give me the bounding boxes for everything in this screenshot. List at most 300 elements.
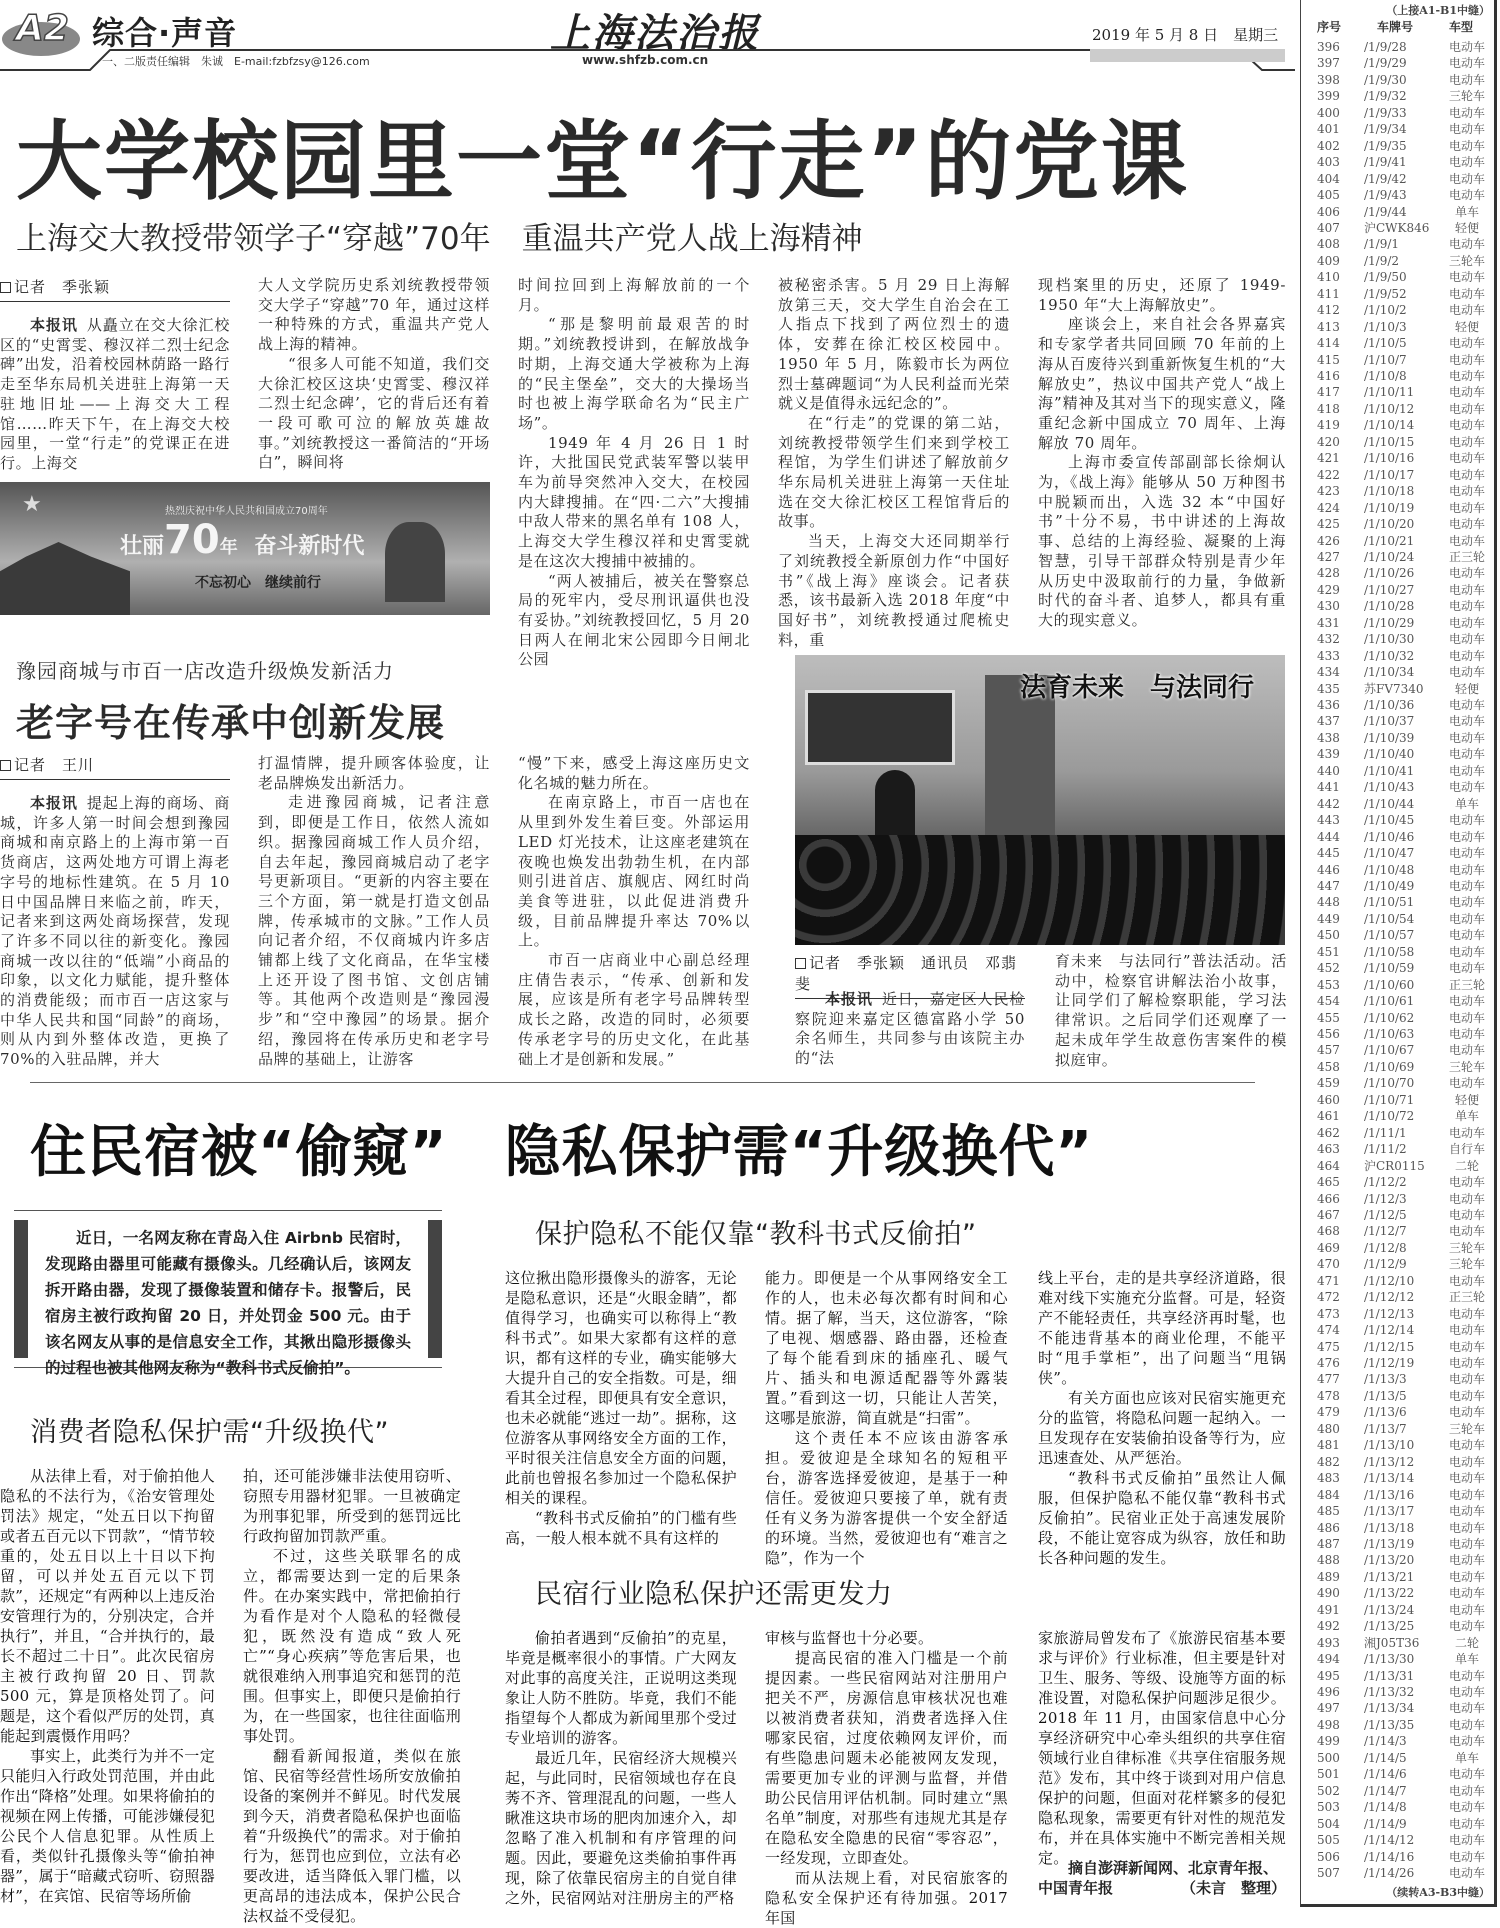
vehicle-row [1301, 434, 1491, 450]
vehicle-type: 单车 [1454, 796, 1479, 811]
serial-number: 505 [1317, 1833, 1340, 1848]
serial-number: 415 [1317, 352, 1340, 367]
paragraph: 线上平台，走的是共享经济道路，很难对线下实施充分监督。可是，轻资产不能轻责任，共享经济再时髦，也不能违背基本的商业伦理，不能平时“甩手掌柜”，出了问题当“甩锅侠”。 [1038, 1269, 1286, 1387]
plate-number: /1/10/18 [1364, 484, 1415, 499]
paragraph: 被秘密杀害。5 月 29 日上海解放第三天，交大学生自治会在工人指点下找到了两位烈士的遗体，安葬在徐汇校区校园中。1950 年 5 月，陈毅市长为两位烈士墓碑题词“为人民利益而光荣就义是值得永远纪念的”。 [778, 276, 1010, 413]
vehicle-type: 电动车 [1448, 1125, 1485, 1140]
vehicle-row [1301, 417, 1491, 433]
serial-number: 412 [1317, 303, 1340, 318]
plate-number: /1/12/19 [1364, 1356, 1415, 1370]
serial-number: 404 [1317, 171, 1340, 186]
vehicle-row [1301, 1750, 1491, 1766]
plate-number: /1/10/30 [1364, 632, 1415, 647]
vehicle-row [1301, 993, 1491, 1009]
section-divider [30, 1082, 1255, 1083]
vehicle-type: 电动车 [1448, 500, 1485, 515]
vehicle-type: 电动车 [1448, 451, 1485, 466]
serial-number: 439 [1317, 747, 1340, 762]
serial-number: 495 [1317, 1668, 1340, 1683]
serial-number: 403 [1317, 155, 1340, 170]
vehicle-type: 电动车 [1448, 138, 1485, 153]
vehicle-row [1301, 88, 1491, 104]
vehicle-row [1301, 1766, 1491, 1782]
plate-number: /1/10/19 [1364, 500, 1415, 515]
plate-number: /1/11/1 [1364, 1125, 1407, 1140]
plate-number: /1/13/20 [1364, 1553, 1415, 1568]
serial-number: 499 [1317, 1734, 1340, 1749]
plate-number: /1/10/43 [1364, 780, 1415, 795]
serial-number: 437 [1317, 714, 1340, 729]
serial-number: 436 [1317, 698, 1340, 712]
vehicle-type: 电动车 [1448, 1273, 1485, 1288]
vehicle-type: 电动车 [1448, 1043, 1485, 1058]
serial-number: 411 [1317, 286, 1340, 301]
vehicle-row [1301, 1470, 1491, 1486]
serial-number: 459 [1317, 1076, 1340, 1091]
serial-number: 420 [1317, 434, 1340, 449]
headline-2: 老字号在传承中创新发展 [16, 701, 446, 745]
plate-number: /1/11/2 [1364, 1142, 1407, 1157]
vehicle-row [1301, 1174, 1491, 1190]
paragraph: 这个责任本不应该由游客承担。爱彼迎是全球知名的短租平台，游客选择爱彼迎，是基于一种信任。爱彼迎只要接了单，就有责任有义务为游客提供一个安全舒适的环境。当然，爱彼迎也有“难言之隐”，作为一个 [765, 1429, 1008, 1567]
vehicle-type: 电动车 [1448, 352, 1485, 367]
serial-number: 452 [1317, 961, 1340, 976]
article-column [1038, 1268, 1286, 1568]
vehicle-row [1301, 862, 1491, 878]
plate-number: /1/10/14 [1364, 418, 1415, 433]
vehicle-row [1301, 1240, 1491, 1256]
plate-number: /1/14/26 [1364, 1865, 1415, 1880]
vehicle-type: 电动车 [1448, 780, 1485, 795]
plate-number: /1/13/30 [1364, 1652, 1415, 1667]
section-title: 消费者隐私保护需“升级换代” [30, 1417, 389, 1448]
tiananmen-image [0, 542, 130, 615]
serial-number: 432 [1317, 632, 1340, 647]
paragraph: 1949 年 4 月 26 日 1 时许，大批国民党武装军警以装甲车为前导突然冲入交大，在校园内大肆搜捕。在“四·二六”大搜捕中敌人带来的黑名单有 108 人，上海交大学生穆汉祥和史霄雯就是在这次大搜捕中被捕的。 [518, 433, 750, 570]
plate-number: /1/10/40 [1364, 747, 1415, 762]
vehicle-row [1301, 845, 1491, 861]
vehicle-type: 电动车 [1448, 862, 1485, 877]
vehicle-row [1301, 1536, 1491, 1552]
byline-box-icon [0, 760, 11, 771]
vehicle-row [1301, 401, 1491, 417]
plate-number: /1/10/70 [1364, 1076, 1415, 1091]
article-column [0, 794, 230, 1070]
plate-number: /1/10/8 [1364, 369, 1407, 383]
serial-number: 441 [1317, 780, 1340, 795]
serial-number: 445 [1317, 846, 1340, 861]
serial-number: 464 [1317, 1158, 1340, 1173]
vehicle-type: 三轮车 [1448, 1059, 1485, 1074]
serial-number: 497 [1317, 1701, 1340, 1716]
vehicle-type: 电动车 [1448, 270, 1485, 285]
vehicle-row [1301, 72, 1491, 88]
plate-number: /1/10/45 [1364, 813, 1415, 828]
vehicle-row [1301, 582, 1491, 598]
serial-number: 410 [1317, 270, 1340, 285]
vehicle-row [1301, 1075, 1491, 1091]
plate-number: /1/10/51 [1364, 895, 1415, 910]
serial-number: 484 [1317, 1487, 1340, 1502]
vehicle-row [1301, 467, 1491, 483]
vehicle-type: 电动车 [1448, 665, 1485, 680]
vehicle-type: 电动车 [1448, 336, 1485, 351]
vehicle-type: 电动车 [1448, 1207, 1485, 1222]
classroom-photo: 法育未来 与法同行 [795, 655, 1285, 945]
plate-number: /1/10/71 [1364, 1092, 1415, 1107]
serial-number: 406 [1317, 204, 1340, 219]
paragraph: 事实上，此类行为并不一定只能归入行政处罚范围，并由此作出“降格”处理。如果将偷拍的视频在网上传播，可能涉嫌侵犯公民个人信息犯罪。从性质上看，类似针孔摄像头等“偷拍神器”，属于“暗藏式窃听、窃照器材”，在宾馆、民宿等场所偷 [0, 1747, 215, 1905]
vehicle-type: 电动车 [1448, 615, 1485, 630]
vehicle-row [1301, 1487, 1491, 1503]
vehicle-row [1301, 631, 1491, 647]
plate-number: /1/13/22 [1364, 1586, 1415, 1601]
serial-number: 475 [1317, 1339, 1340, 1354]
vehicle-row [1301, 1569, 1491, 1585]
star-icon: ★ [22, 492, 42, 517]
plate-number: /1/10/3 [1364, 319, 1407, 334]
vehicle-type: 电动车 [1448, 566, 1485, 581]
plate-number: /1/9/50 [1364, 270, 1407, 285]
vehicle-row [1301, 779, 1491, 795]
plate-number: /1/10/58 [1364, 944, 1415, 959]
paragraph: 不过，这些关联罪名的成立，都需要达到一定的后果条件。在办案实践中，常把偷拍行为看作是对个人隐私的轻微侵犯，既然没有造成“致人死亡”“身心疾病”等危害后果，也就很难纳入刑事追究和惩罚的范围。但事实上，即便只是偷拍行为，在一些国家，也往往面临刑事处罚。 [243, 1547, 461, 1745]
serial-number: 453 [1317, 977, 1340, 992]
dateline: 本报讯 [30, 794, 78, 812]
serial-number: 399 [1317, 89, 1340, 104]
vehicle-row [1301, 516, 1491, 532]
paragraph: 育未来 与法同行”普法活动。活动中，检察官讲解法治小故事，让同学们了解检察职能，学习法律常识。之后同学们还观摩了一起未成年学生故意伤害案件的模拟庭审。 [1055, 952, 1287, 1069]
paragraph: 偷拍者遇到“反偷拍”的克星，毕竟是概率很小的事情。广大网友对此事的高度关注，正说明这类现象让人防不胜防。毕竟，我们不能指望每个人都成为新闻里那个受过专业培训的游客。 [505, 1629, 737, 1747]
website[interactable]: www.shfzb.com.cn [582, 53, 709, 67]
serial-number: 438 [1317, 730, 1340, 745]
serial-number: 483 [1317, 1471, 1340, 1486]
plate-number: /1/10/63 [1364, 1027, 1415, 1041]
plate-number: /1/10/49 [1364, 878, 1415, 893]
plate-number: /1/10/39 [1364, 730, 1415, 745]
paragraph: 时间拉回到上海解放前的一个月。 [518, 276, 750, 314]
vehicle-row [1301, 1306, 1491, 1322]
serial-number: 480 [1317, 1421, 1340, 1436]
serial-number: 479 [1317, 1405, 1340, 1420]
vehicle-type: 电动车 [1448, 961, 1485, 976]
plate-number: /1/10/46 [1364, 829, 1415, 844]
dateline: 本报讯 [825, 990, 873, 1008]
vehicle-row [1301, 368, 1491, 384]
vehicle-type: 正三轮 [1448, 977, 1485, 992]
serial-number: 487 [1317, 1536, 1340, 1551]
plate-number: /1/10/67 [1364, 1043, 1415, 1058]
vehicle-row [1301, 746, 1491, 762]
serial-number: 488 [1317, 1553, 1340, 1568]
paragraph: 最近几年，民宿经济大规模兴起，与此同时，民宿领域也存在良莠不齐、管理混乱的问题，一些人瞅准这块市场的肥肉加速介入，却忽略了准入机制和有序管理的问题。因此，要避免这类偷拍事件再现，除了依靠民宿房主的自觉自律之外，民宿网站对注册房主的严格 [505, 1749, 737, 1907]
serial-number: 490 [1317, 1586, 1340, 1601]
serial-number: 474 [1317, 1323, 1340, 1338]
vehicle-type: 电动车 [1448, 1536, 1485, 1551]
vehicle-type: 电动车 [1448, 1388, 1485, 1403]
serial-number: 426 [1317, 533, 1340, 548]
vehicle-row [1301, 944, 1491, 960]
vehicle-row [1301, 1668, 1491, 1684]
vehicle-type: 电动车 [1448, 1306, 1485, 1321]
plate-number: /1/10/62 [1364, 1010, 1415, 1025]
plate-number: /1/12/14 [1364, 1323, 1415, 1338]
serial-number: 468 [1317, 1224, 1340, 1239]
vehicle-type: 三轮车 [1448, 1421, 1485, 1436]
plate-number: /1/9/2 [1364, 253, 1400, 268]
paragraph: 而从法规上看，对民宿旅客的隐私安全保护还有待加强。2017 年国 [765, 1869, 1008, 1927]
vehicle-type: 轻便 [1454, 319, 1479, 334]
vehicle-type: 电动车 [1448, 1717, 1485, 1732]
vehicle-type: 电动车 [1448, 714, 1485, 729]
paragraph: 能力。即便是一个从事网络安全工作的人，也未必每次都有时间和心情。据了解，当天，这位游客，“除了电视、烟感器、路由器，还检查了每个能看到床的插座孔、暖气片、插头和电源适配器等外露装置。”看到这一切，只能让人苦笑，这哪是旅游，简直就是“扫雷”。 [765, 1269, 1008, 1427]
plate-number: /1/13/24 [1364, 1602, 1415, 1617]
vehicle-row [1301, 681, 1491, 697]
serial-number: 419 [1317, 418, 1340, 433]
serial-number: 458 [1317, 1059, 1340, 1074]
serial-number: 477 [1317, 1372, 1340, 1387]
serial-number: 429 [1317, 582, 1340, 597]
vehicle-type: 电动车 [1448, 1010, 1485, 1025]
serial-number: 472 [1317, 1290, 1340, 1305]
vehicle-type: 电动车 [1448, 303, 1485, 318]
serial-number: 418 [1317, 401, 1340, 416]
paragraph: 现档案里的历史，还原了 1949-1950 年“大上海解放史”。 [1038, 276, 1286, 314]
speaker-figure [875, 770, 915, 845]
vehicle-type: 电动车 [1448, 994, 1485, 1009]
sidebar-top-note: （上接A1-B1中缝） [1386, 4, 1490, 17]
article-column [518, 754, 750, 1069]
vehicle-type: 电动车 [1448, 40, 1485, 54]
byline-box-icon [795, 958, 806, 969]
vehicle-type: 电动车 [1448, 1586, 1485, 1601]
vehicle-row [1301, 1832, 1491, 1848]
subheadline-1: 上海交大教授带领学子“穿越”70年 重温共产党人战上海精神 [16, 221, 863, 257]
serial-number: 461 [1317, 1109, 1340, 1124]
serial-number: 494 [1317, 1652, 1340, 1667]
vehicle-row [1301, 598, 1491, 614]
serial-number: 405 [1317, 188, 1340, 203]
vehicle-row [1301, 1322, 1491, 1338]
vehicle-row [1301, 812, 1491, 828]
sidebar-bottom-note: （续转A3-B3中缝） [1386, 1886, 1490, 1899]
plate-number: /1/14/8 [1364, 1800, 1407, 1815]
serial-number: 396 [1317, 40, 1340, 54]
vehicle-row [1301, 1388, 1491, 1404]
serial-number: 462 [1317, 1125, 1340, 1140]
plate-number: /1/10/61 [1364, 994, 1415, 1009]
vehicle-type: 自行车 [1448, 1142, 1485, 1157]
paragraph: “慢”下来，感受上海这座历史文化名城的魅力所在。 [518, 754, 750, 792]
article-column [0, 1466, 215, 1906]
serial-number: 402 [1317, 138, 1340, 153]
intro-box [14, 1210, 442, 1377]
vehicle-row [1301, 697, 1491, 713]
vehicle-row [1301, 269, 1491, 285]
plate-number: /1/10/15 [1364, 434, 1415, 449]
vehicle-type: 电动车 [1448, 648, 1485, 663]
byline: 记者 季张颖 [0, 276, 230, 302]
serial-number: 435 [1317, 681, 1340, 696]
vehicle-row [1301, 664, 1491, 680]
article-column [505, 1268, 737, 1548]
serial-number: 501 [1317, 1767, 1340, 1782]
vehicle-type: 电动车 [1448, 418, 1485, 433]
vehicle-type: 电动车 [1448, 1569, 1485, 1584]
vehicle-type: 电动车 [1448, 533, 1485, 548]
plate-number: /1/14/16 [1364, 1849, 1415, 1864]
vehicle-type: 电动车 [1448, 1471, 1485, 1486]
audience-image [795, 835, 1285, 945]
plate-number: /1/12/12 [1364, 1290, 1415, 1305]
plate-number: /1/10/16 [1364, 451, 1415, 466]
serial-number: 444 [1317, 829, 1340, 844]
vehicle-type: 电动车 [1448, 1849, 1485, 1864]
vehicle-type: 电动车 [1448, 1816, 1485, 1831]
plate-number: /1/13/12 [1364, 1454, 1415, 1469]
vehicle-row [1301, 1700, 1491, 1716]
vehicle-row [1301, 1158, 1491, 1174]
serial-number: 448 [1317, 895, 1340, 910]
vehicle-type: 电动车 [1448, 286, 1485, 301]
vehicle-type: 三轮车 [1448, 1257, 1485, 1272]
paragraph: 本报讯 近日，嘉定区人民检察院迎来嘉定区德富路小学 50 余名师生，共同参与由该院主办的“法 [795, 990, 1025, 1068]
serial-number: 503 [1317, 1800, 1340, 1815]
vehicle-row [1301, 730, 1491, 746]
plate-number: /1/13/7 [1364, 1421, 1407, 1436]
plate-number: 沪CR0115 [1364, 1158, 1425, 1173]
serial-number: 421 [1317, 451, 1340, 466]
plate-number: /1/9/52 [1364, 286, 1407, 301]
vehicle-type: 电动车 [1448, 1339, 1485, 1354]
vehicle-type: 电动车 [1448, 1323, 1485, 1338]
source-credit: 摘自澎湃新闻网、北京青年报、中国青年报 （未言 整理） [1038, 1859, 1286, 1897]
vehicle-type: 电动车 [1448, 1767, 1485, 1782]
vehicle-type: 电动车 [1448, 56, 1485, 71]
serial-number: 502 [1317, 1783, 1340, 1798]
byline-box-icon [0, 282, 11, 293]
vehicle-row [1301, 549, 1491, 565]
vehicle-row [1301, 1585, 1491, 1601]
vehicle-type: 电动车 [1448, 122, 1485, 137]
section-title: 综合·声音 [92, 14, 238, 52]
vehicle-row [1301, 220, 1491, 236]
vehicle-type: 电动车 [1448, 484, 1485, 499]
paragraph: 有关方面也应该对民宿实施更充分的监管，将隐私问题一起纳入。一旦发现存在安装偷拍设备等行为，应迅速查处、从严惩治。 [1038, 1389, 1286, 1467]
plate-number: /1/13/31 [1364, 1668, 1415, 1683]
vehicle-type: 轻便 [1454, 1092, 1479, 1107]
vehicle-row [1301, 533, 1491, 549]
plate-number: /1/9/29 [1364, 56, 1407, 71]
vehicle-type: 单车 [1454, 1109, 1479, 1124]
article-column [1038, 276, 1286, 631]
vehicle-type: 电动车 [1448, 1800, 1485, 1815]
serial-number: 413 [1317, 319, 1340, 334]
vehicle-row [1301, 1371, 1491, 1387]
serial-number: 443 [1317, 813, 1340, 828]
headline-1: 大学校园里一堂“行走”的党课 [16, 112, 1190, 212]
vehicle-type: 电动车 [1448, 1865, 1485, 1880]
serial-number: 401 [1317, 122, 1340, 137]
vehicle-row [1301, 1207, 1491, 1223]
vehicle-row [1301, 1618, 1491, 1634]
vehicle-row [1301, 1520, 1491, 1536]
plate-number: /1/12/3 [1364, 1191, 1407, 1206]
plate-number: /1/10/28 [1364, 599, 1415, 614]
paragraph: 审核与监督也十分必要。 [765, 1629, 934, 1647]
plate-number: /1/10/41 [1364, 763, 1415, 778]
plate-number: /1/10/72 [1364, 1109, 1415, 1124]
serial-number: 417 [1317, 385, 1340, 400]
plate-number: 苏FV7340 [1364, 681, 1424, 696]
vehicle-type: 电动车 [1448, 1619, 1485, 1634]
paragraph: 打温情牌，提升顾客体验度，让老品牌焕发出新活力。 [258, 754, 490, 792]
serial-number: 466 [1317, 1191, 1340, 1206]
vehicle-row [1301, 1454, 1491, 1470]
serial-number: 460 [1317, 1092, 1340, 1107]
paragraph: 在“行走”的党课的第二站，刘统教授带领学生们来到学校工程馆，为学生们讲述了解放前夕华东局机关进驻上海第一天住址选在交大徐汇校区工程馆背后的故事。 [778, 413, 1010, 531]
dateline: 本报讯 [30, 316, 78, 334]
vehicle-row [1301, 39, 1491, 55]
plate-number: /1/10/37 [1364, 714, 1415, 729]
plate-number: 湘J05T36 [1364, 1635, 1420, 1650]
plate-number: /1/13/34 [1364, 1701, 1415, 1716]
vehicle-type: 电动车 [1448, 632, 1485, 647]
serial-number: 408 [1317, 237, 1340, 252]
article-column [505, 1628, 737, 1908]
vehicle-type: 电动车 [1448, 1175, 1485, 1190]
article-column [518, 276, 750, 670]
plate-number: /1/13/35 [1364, 1717, 1415, 1732]
serial-number: 476 [1317, 1356, 1340, 1370]
plate-number: /1/9/28 [1364, 40, 1407, 54]
serial-number: 469 [1317, 1240, 1340, 1255]
serial-number: 457 [1317, 1043, 1340, 1058]
vehicle-type: 电动车 [1448, 105, 1485, 120]
plate-number: /1/10/54 [1364, 911, 1415, 926]
vehicle-type: 电动车 [1448, 401, 1485, 416]
plate-number: /1/12/5 [1364, 1207, 1407, 1222]
vehicle-type: 三轮车 [1448, 89, 1485, 104]
plate-number: /1/9/30 [1364, 72, 1407, 87]
vehicle-row [1301, 911, 1491, 927]
plate-number: /1/14/12 [1364, 1833, 1415, 1848]
paragraph: 座谈会上，来自社会各界嘉宾和专家学者共同回顾 70 年前的上海从百废待兴到重新恢复生机的“大解放史”，热议中国共产党人“战上海”精神及其对当下的现实意义，隆重纪念新中国成立 70 周年、上海解放 70 周年。 [1038, 315, 1286, 452]
serial-number: 407 [1317, 220, 1340, 235]
vehicle-type: 二轮 [1454, 1635, 1479, 1650]
vehicle-row [1301, 1733, 1491, 1749]
article-column [765, 1268, 1008, 1568]
vehicle-row [1301, 500, 1491, 516]
plate-number: /1/13/5 [1364, 1388, 1407, 1403]
serial-number: 447 [1317, 878, 1340, 893]
vehicle-row [1301, 1651, 1491, 1667]
serial-number: 493 [1317, 1635, 1340, 1650]
serial-number: 428 [1317, 566, 1340, 581]
vehicle-row [1301, 1602, 1491, 1618]
vehicle-type: 正三轮 [1448, 1290, 1485, 1305]
vehicle-type: 电动车 [1448, 1372, 1485, 1387]
plate-number: /1/9/32 [1364, 89, 1407, 104]
vehicle-type: 电动车 [1448, 747, 1485, 762]
plate-number: /1/10/27 [1364, 582, 1415, 597]
byline: 记者 季张颖 通讯员 邓翡斐 [795, 952, 1025, 999]
paragraph: 这位揪出隐形摄像头的游客，无论是隐私意识，还是“火眼金睛”，都值得学习，也确实可以称得上“教科书式”。如果大家都有这样的意识，都有这样的专业，确实能够大大提升自己的安全指数。可是，细看其全过程，即便具有安全意识，也未必就能“逃过一劫”。据称，这位游客从事网络安全方面的工作，平时很关注信息安全方面的问题，此前也曾报名参加过一个隐私保护相关的课程。 [505, 1269, 737, 1507]
plate-number: /1/10/12 [1364, 401, 1415, 416]
vehicle-type: 电动车 [1448, 434, 1485, 449]
serial-number: 449 [1317, 911, 1340, 926]
plate-number: /1/12/10 [1364, 1273, 1415, 1288]
